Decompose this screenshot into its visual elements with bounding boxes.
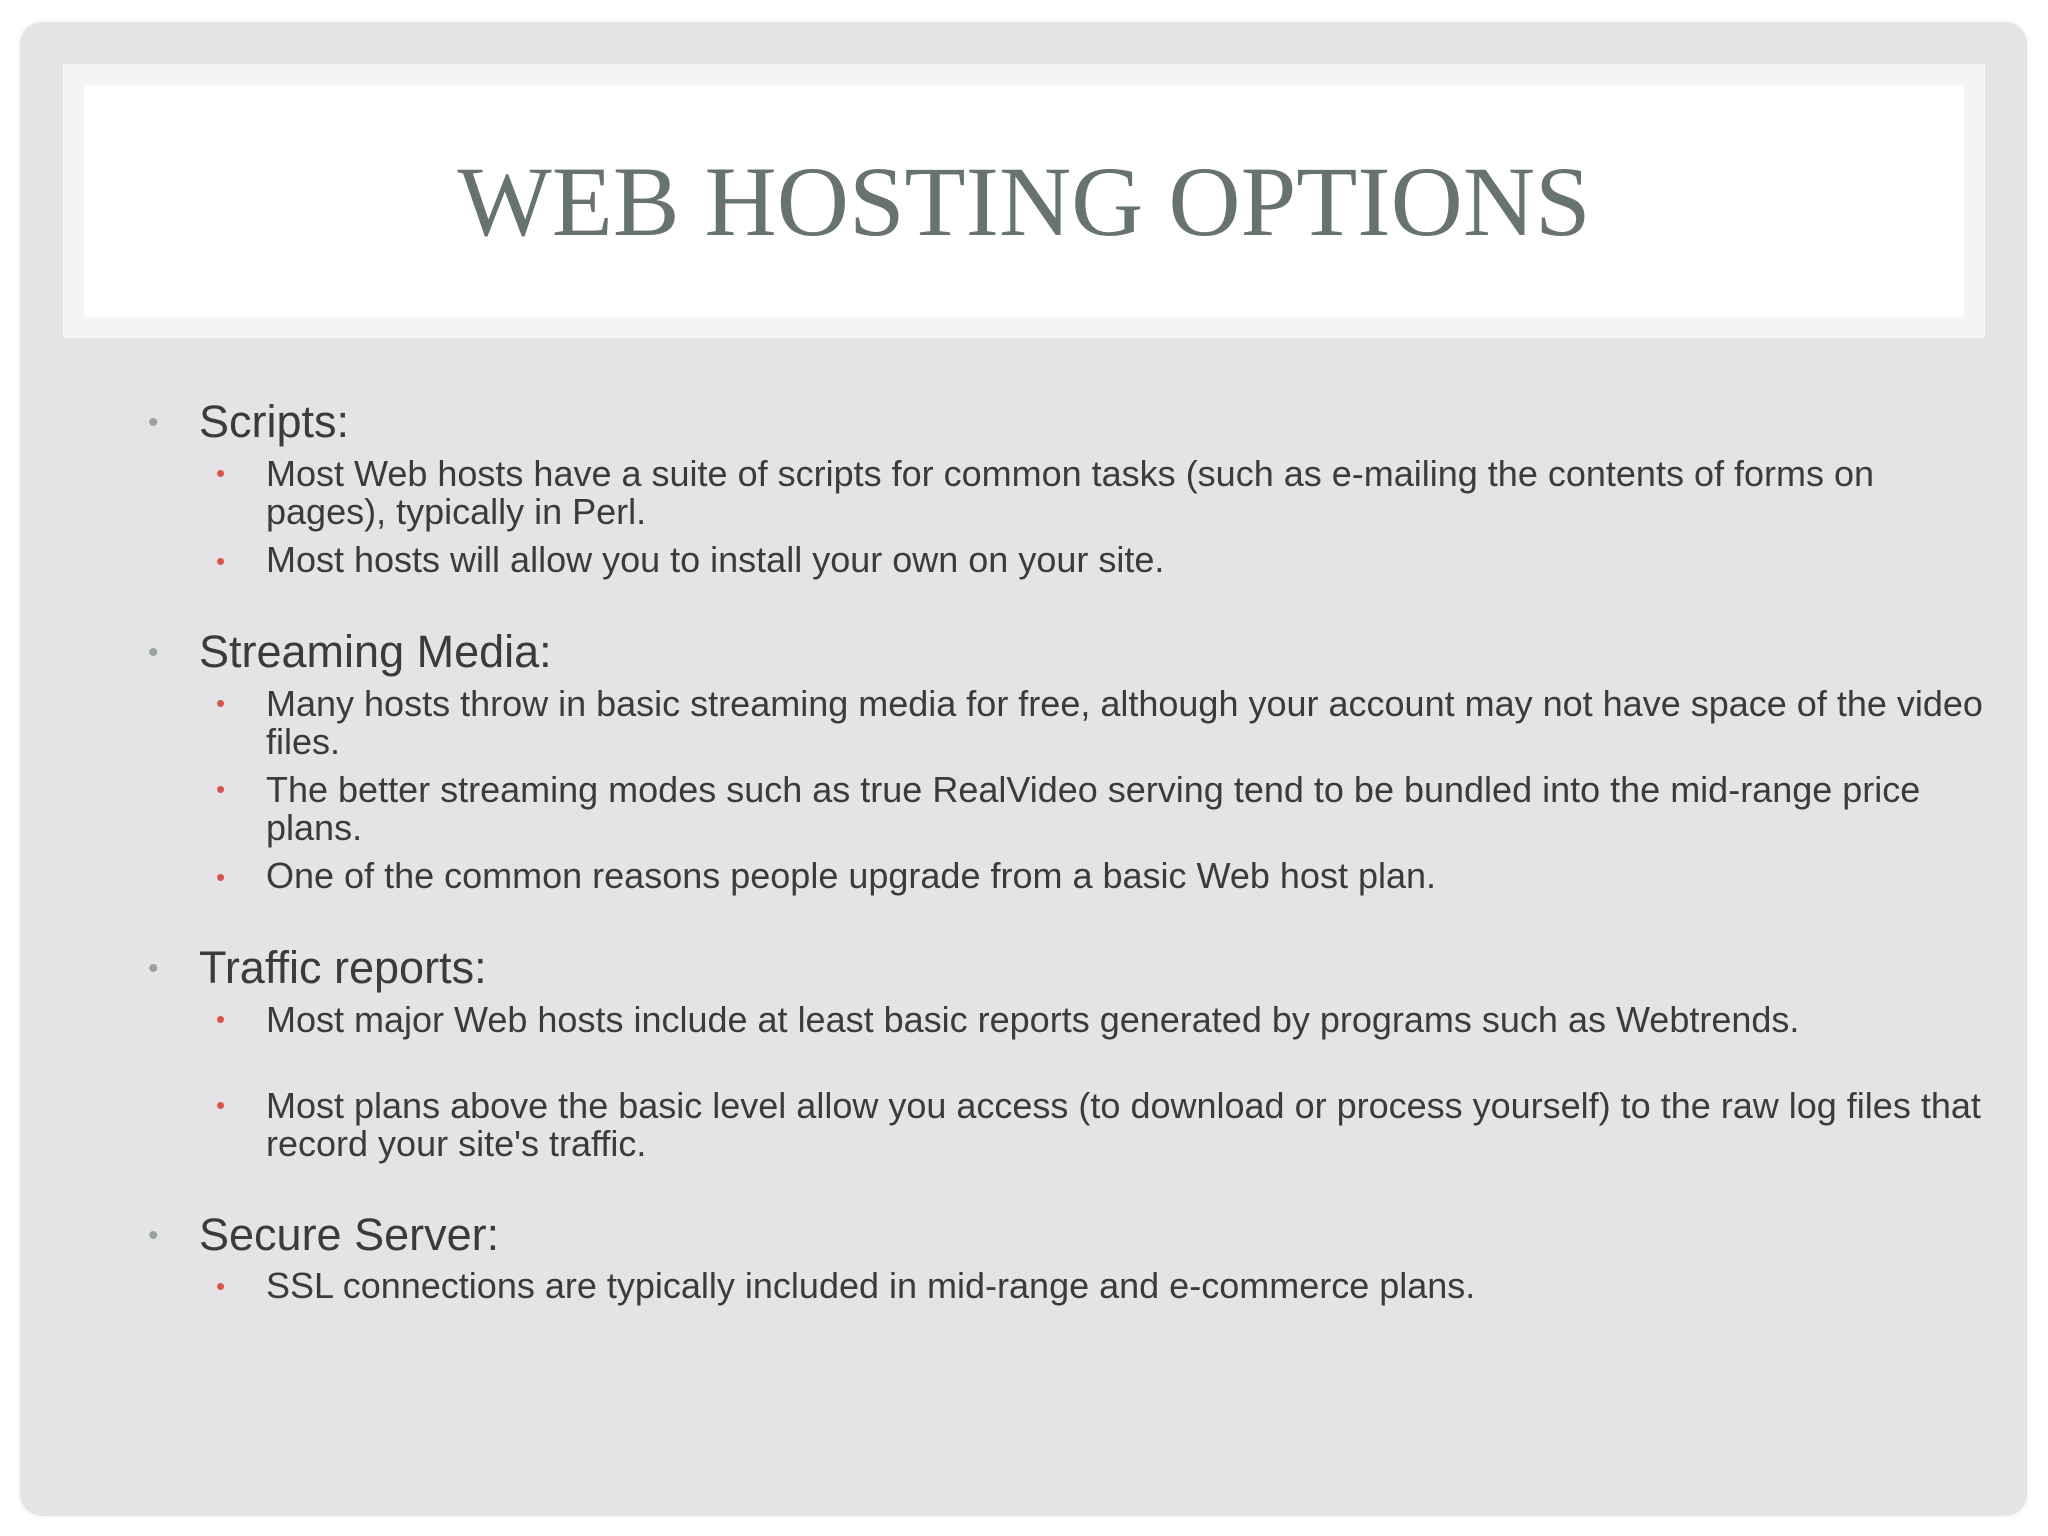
list-item: One of the common reasons people upgrade from a basic Web host plan. [266,855,1437,896]
section-heading-streaming-media: Streaming Media: [199,626,552,677]
item-bullet-icon: • [216,1090,226,1120]
item-bullet-icon: • [216,546,226,576]
item-bullet-icon: • [216,1004,226,1034]
list-item: Most hosts will allow you to install your own on your site. [266,539,1165,580]
section-bullet-icon: • [148,636,159,669]
list-item: SSL connections are typically included in mid-range and e-commerce plans. [266,1265,1476,1306]
list-item: Most plans above the basic level allow you access (to download or process yourself) to the raw log files that record your site's traffic. [266,1085,1981,1164]
list-item: Many hosts throw in basic streaming media for free, although your account may not have space of the video files. [266,683,1983,762]
section-bullet-icon: • [148,406,159,439]
item-bullet-icon: • [216,688,226,718]
item-bullet-icon: • [216,774,226,804]
section-bullet-icon: • [148,1219,159,1252]
item-bullet-icon: • [216,458,226,488]
item-bullet-icon: • [216,1271,226,1301]
list-item: The better streaming modes such as true RealVideo serving tend to be bundled into the mid-range price plans. [266,769,1921,848]
section-bullet-icon: • [148,952,159,985]
list-item: Most major Web hosts include at least basic reports generated by programs such as Webtrends. [266,999,1800,1040]
section-heading-secure-server: Secure Server: [199,1209,500,1260]
list-item: Most Web hosts have a suite of scripts for common tasks (such as e-mailing the contents of forms on pages), typically in Perl. [266,453,1875,532]
section-heading-traffic-reports: Traffic reports: [199,942,487,993]
section-heading-scripts: Scripts: [199,396,350,447]
item-bullet-icon: • [216,862,226,892]
slide-title: WEB HOSTING OPTIONS [457,145,1591,257]
